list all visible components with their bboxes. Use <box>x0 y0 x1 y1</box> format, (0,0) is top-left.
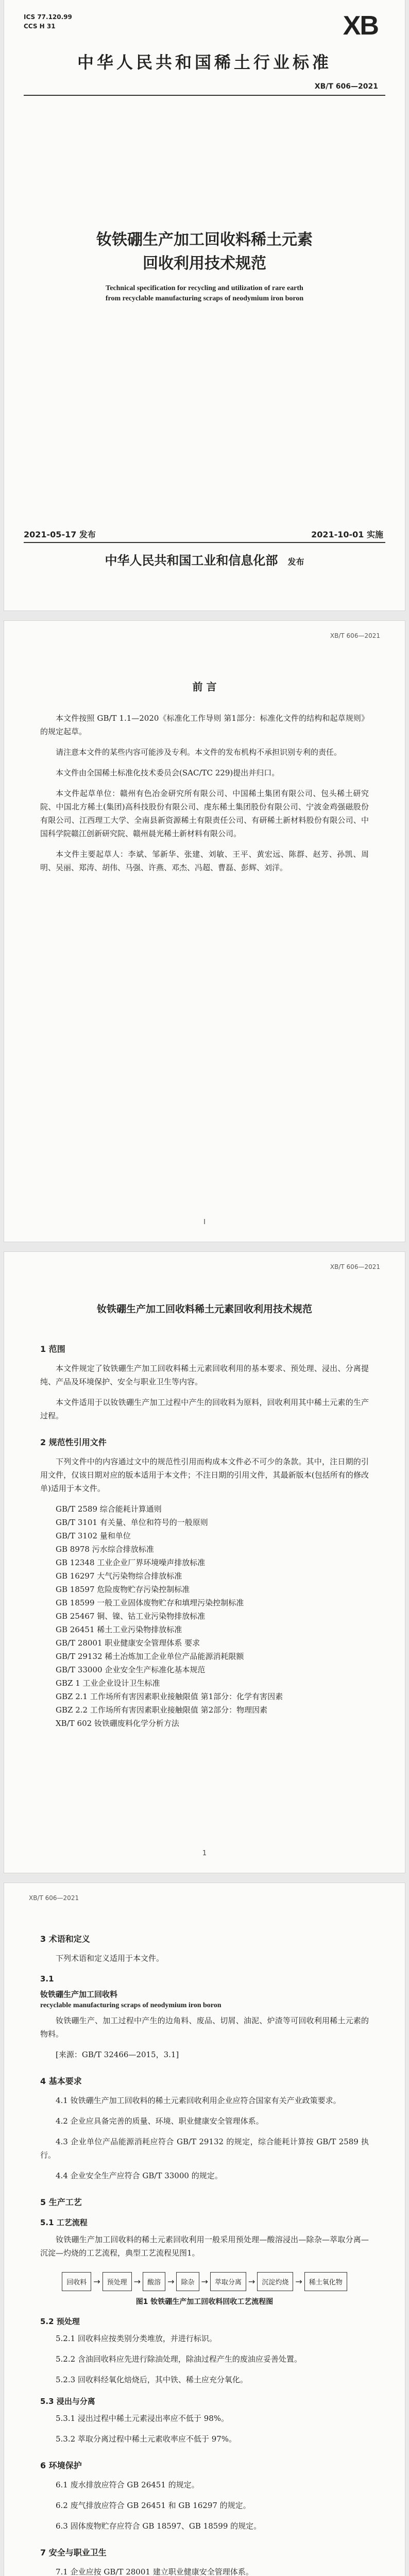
figure-caption: 图1 钕铁硼生产加工回收料回收工艺流程图 <box>135 2298 274 2306</box>
running-header: XB/T 606—2021 <box>29 1894 79 1902</box>
org-title: 中华人民共和国稀土行业标准 <box>77 53 332 72</box>
foreword-body <box>40 711 369 882</box>
foreword-title: 前 言 <box>192 681 217 693</box>
title-cn-line2: 回收利用技术规范 <box>143 255 266 273</box>
reference-item: GB/T 29132 稀土冶炼加工企业单位产品能源消耗限额 <box>56 1652 244 1661</box>
foreword-page <box>4 621 405 1242</box>
issuer-name: 中华人民共和国工业和信息化部 <box>105 553 278 568</box>
process-flow-diagram <box>40 2272 369 2291</box>
section-heading: 6 环境保护 <box>40 2461 82 2470</box>
body-para: 5.2.2 含油回收料应先进行除油处理，除油过程产生的废油应妥善处置。 <box>56 2354 302 2364</box>
foreword-para: 本文件由全国稀土标准化技术委员会(SAC/TC 229)提出并归口。 <box>56 768 280 777</box>
body-para: 下列术语和定义适用于本文件。 <box>56 1954 164 1963</box>
xb-logo: XB <box>343 11 378 41</box>
body-para: 下列文件中的内容通过文中的规范性引用而构成本文件必不可少的条款。其中，注日期的引用文件，仅该日期对应的版本适用于本文件；不注日期的引用文件，其最新版本(包括所有的修改单)适用于本文件。 <box>40 1457 369 1493</box>
reference-item: GB/T 28001 职业健康安全管理体系 要求 <box>56 1638 200 1648</box>
main-page-2 <box>4 1883 405 2576</box>
reference-item: GB 26451 稀土工业污染物排放标准 <box>56 1625 182 1634</box>
foreword-para: 本文件按照 GB/T 1.1—2020《标准化工作导则 第1部分：标准化文件的结构和起草规则》的规定起草。 <box>40 714 369 736</box>
running-header: XB/T 606—2021 <box>330 1263 380 1270</box>
body-para: 6.2 废气排放应符合 GB 26451 和 GB 16297 的规定。 <box>56 2501 251 2510</box>
term-definition: 钕铁硼生产、加工过程中产生的边角料、废品、切屑、油泥、炉渣等可回收利用稀土元素的物料。 <box>40 2016 369 2039</box>
flow-step: 酸溶 <box>143 2272 165 2291</box>
flow-arrow-icon: → <box>295 2277 302 2286</box>
flow-step: 除杂 <box>176 2272 199 2291</box>
issuer-suffix: 发布 <box>287 557 304 567</box>
body-para: 6.1 废水排放应符合 GB 26451 的规定。 <box>56 2480 199 2489</box>
reference-item: GB 18597 危险废物贮存污染控制标准 <box>56 1585 190 1594</box>
cover-page <box>4 0 405 611</box>
body-para: 4.2 企业应具备完善的质量、环境、职业健康安全管理体系。 <box>56 2116 264 2126</box>
reference-item: XB/T 602 钕铁硼废料化学分析方法 <box>56 1719 179 1728</box>
reference-item: GBZ 1 工业企业设计卫生标准 <box>56 1679 160 1688</box>
body-para: 7.1 企业应按 GB/T 28001 建立职业健康安全管理体系。 <box>56 2567 253 2576</box>
body-para: 5.2.3 回收料经氧化焙烧后，其中铁、稀土应充分氧化。 <box>56 2375 248 2384</box>
reference-item: GB 25467 铜、镍、钴工业污染物排放标准 <box>56 1612 206 1621</box>
flow-arrow-icon: → <box>93 2277 100 2286</box>
reference-item: GBZ 2.2 工作场所有害因素职业接触限值 第2部分：物理因素 <box>56 1705 268 1715</box>
page-number: 1 <box>202 1850 207 1857</box>
body-para: 6.3 固体废物贮存应符合 GB 18597、GB 18599 的规定。 <box>56 2521 262 2531</box>
std-number: XB/T 606—2021 <box>314 82 378 91</box>
section-heading: 4 基本要求 <box>40 2076 82 2086</box>
issuer <box>4 550 405 568</box>
reference-item: GB 12348 工业企业厂界环境噪声排放标准 <box>56 1558 206 1567</box>
section-heading: 2 规范性引用文件 <box>40 1437 107 1447</box>
reference-item: GB/T 2589 综合能耗计算通则 <box>56 1504 162 1514</box>
flow-arrow-icon: → <box>248 2277 255 2286</box>
section-heading: 1 范围 <box>40 1344 65 1354</box>
reference-item: GBZ 2.1 工作场所有害因素职业接触限值 第1部分：化学有害因素 <box>56 1692 283 1701</box>
section-heading: 7 安全与职业卫生 <box>40 2548 107 2557</box>
term-number: 3.1 <box>40 1974 54 1984</box>
foreword-para: 请注意本文件的某些内容可能涉及专利。本文件的发布机构不承担识别专利的责任。 <box>56 748 342 757</box>
ccs-code: CCS H 31 <box>24 23 56 30</box>
page-number: Ⅰ <box>203 1218 206 1226</box>
body-para: 4.4 企业安全生产应符合 GB/T 33000 的规定。 <box>56 2171 223 2180</box>
reference-item: GB 8978 污水综合排放标准 <box>56 1545 154 1554</box>
reference-item: GB/T 3102 量和单位 <box>56 1531 131 1540</box>
issue-date: 2021-05-17 发布 <box>24 530 96 539</box>
flow-arrow-icon: → <box>133 2277 141 2286</box>
ics-code: ICS 77.120.99 <box>24 13 72 21</box>
body-para: 本文件适用于以钕铁硼生产加工过程中产生的回收料为原料，回收利用其中稀土元素的生产过程。 <box>40 1398 369 1420</box>
term-source: [来源：GB/T 32466—2015，3.1] <box>56 2050 179 2059</box>
bottom-rule <box>24 542 385 543</box>
flow-step: 稀土氧化物 <box>304 2272 347 2291</box>
foreword-para: 本文件主要起草人：李斌、邹新华、张建、刘敏、王平、黄宏远、陈群、赵芳、孙凯、周明、吴丽、郑涛、胡伟、马强、许燕、邓杰、冯超、曹磊、彭辉、刘洋。 <box>40 850 369 872</box>
main-body-1 <box>40 1329 369 1737</box>
flow-arrow-icon: → <box>167 2277 175 2286</box>
main-body-2 <box>40 1919 369 2576</box>
section-heading: 5 生产工艺 <box>40 2197 82 2207</box>
subsection-heading: 5.3 浸出与分离 <box>40 2397 95 2406</box>
main-page-1 <box>4 1252 405 1873</box>
flow-step: 萃取分离 <box>210 2272 246 2291</box>
body-para: 4.3 企业单位产品能源消耗应符合 GB/T 29132 的规定，综合能耗计算按 GB/T 2589 执行。 <box>40 2137 369 2160</box>
flow-step: 回收料 <box>62 2272 91 2291</box>
running-header: XB/T 606—2021 <box>330 632 380 639</box>
foreword-para: 本文件起草单位：赣州有色冶金研究所有限公司、中国稀土集团有限公司、包头稀土研究院、中国北方稀土(集团)高科技股份有限公司、虔东稀土集团股份有限公司、宁波金鸡强磁股份有限公司、江西理工大学、全南县新资源稀土有限责任公司、有研稀土新材料股份有限公司、中国科学院赣江创新研究院、赣州晨光稀土新材料有限公司。 <box>40 789 369 838</box>
subsection-heading: 5.2 预处理 <box>40 2317 80 2326</box>
body-para: 5.3.1 浸出过程中稀土元素浸出率应不低于 98%。 <box>56 2414 229 2423</box>
body-para: 钕铁硼生产加工回收料的稀土元素回收利用一般采用预处理—酸溶浸出—除杂—萃取分离—沉淀—灼烧的工艺流程，典型工艺流程见图1。 <box>40 2235 369 2258</box>
impl-date: 2021-10-01 实施 <box>311 530 383 539</box>
title-cn-line1: 钕铁硼生产加工回收料稀土元素 <box>96 231 313 249</box>
reference-item: GB 16297 大气污染物综合排放标准 <box>56 1571 182 1581</box>
reference-list <box>56 1502 369 1730</box>
body-para: 本文件规定了钕铁硼生产加工回收料稀土元素回收利用的基本要求、预处理、浸出、分离提纯、产品及环境保护、安全与职业卫生等内容。 <box>40 1364 369 1386</box>
title-en-line1: Technical specification for recycling and utilization of rare earth <box>106 284 303 292</box>
term-en: recyclable manufacturing scraps of neodymium iron boron <box>40 2002 221 2009</box>
standard-title: 钕铁硼生产加工回收料稀土元素回收利用技术规范 <box>96 1303 312 1315</box>
flow-step: 预处理 <box>103 2272 132 2291</box>
term-cn: 钕铁硼生产加工回收料 <box>40 1990 118 1999</box>
reference-item: GB/T 33000 企业安全生产标准化基本规范 <box>56 1665 206 1674</box>
body-para: 4.1 钕铁硼生产加工回收料的稀土元素回收利用企业应符合国家有关产业政策要求。 <box>56 2096 341 2105</box>
title-en-line2: from recyclable manufacturing scraps of neodymium iron boron <box>105 295 304 302</box>
body-para: 5.2.1 回收料应按类别分类堆放，并进行标识。 <box>56 2334 217 2343</box>
body-para: 5.3.2 萃取分离过程中稀土元素收率应不低于 97%。 <box>56 2434 237 2444</box>
flow-step: 沉淀灼烧 <box>257 2272 293 2291</box>
subsection-heading: 5.1 工艺流程 <box>40 2218 88 2227</box>
reference-item: GB 18599 一般工业固体废物贮存和填埋污染控制标准 <box>56 1598 244 1607</box>
section-heading: 3 术语和定义 <box>40 1934 90 1944</box>
top-rule <box>24 95 385 96</box>
flow-arrow-icon: → <box>201 2277 208 2286</box>
reference-item: GB/T 3101 有关量、单位和符号的一般原则 <box>56 1518 208 1527</box>
